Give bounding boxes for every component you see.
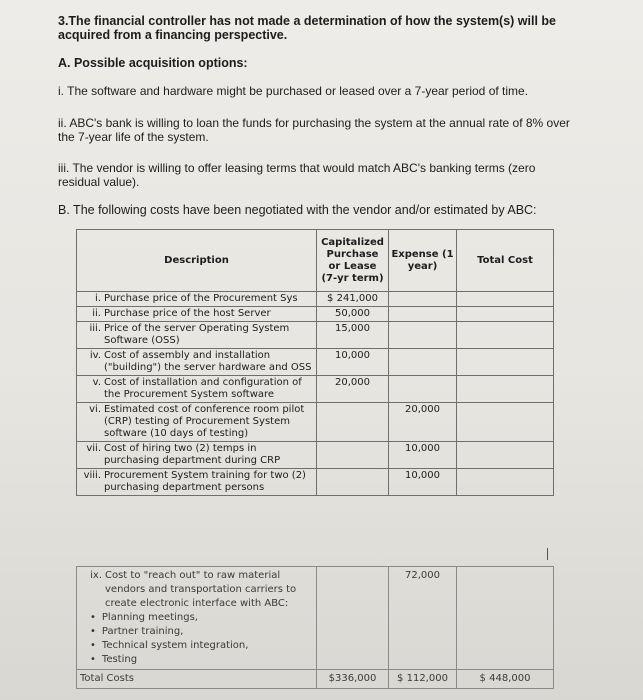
- section-b-heading: B. The following costs have been negotiated with the vendor and/or estimated by ABC:: [58, 203, 537, 217]
- row-expense: 10,000: [389, 442, 457, 469]
- row-description: Purchase price of the Procurement Sys: [104, 293, 298, 304]
- question-text: 3.The financial controller has not made a determination of how the system(s) will be acquired from a financing perspective.: [58, 14, 557, 42]
- table-row: [77, 307, 554, 322]
- row-description: Cost of assembly and installation ("building") the server hardware and OSS: [104, 350, 312, 373]
- row-number: vi.: [89, 404, 101, 415]
- row-expense: [389, 349, 457, 376]
- row-total: [457, 322, 554, 349]
- row-description: Cost of installation and configuration of the Procurement System software: [104, 377, 302, 400]
- totals-label: Total Costs: [77, 670, 317, 689]
- row-description: Cost of hiring two (2) temps in purchasing department during CRP: [104, 443, 281, 466]
- row-bullets: [80, 611, 313, 667]
- list-item: • Testing: [90, 653, 313, 667]
- header-expense: Expense (1 year): [389, 230, 457, 292]
- table-row: [77, 322, 554, 349]
- row-total: [457, 469, 554, 496]
- table-row: [77, 376, 554, 403]
- list-item: • Technical system integration,: [90, 639, 313, 653]
- header-total: Total Cost: [457, 230, 554, 292]
- row-number: vii.: [86, 443, 101, 454]
- table-header-row: [77, 230, 554, 292]
- row-expense: 20,000: [389, 403, 457, 442]
- table-row: [77, 567, 554, 670]
- row-description: Procurement System training for two (2) purchasing department persons: [104, 470, 306, 493]
- row-expense: 72,000: [389, 567, 457, 670]
- row-number: iv.: [89, 350, 101, 361]
- option-2: ii. ABC's bank is willing to loan the funds for purchasing the system at the annual rate of 8% over the 7-year life of the system.: [58, 116, 570, 144]
- cost-table-continued: [76, 566, 554, 689]
- row-number: i.: [95, 293, 101, 304]
- row-expense: 10,000: [389, 469, 457, 496]
- table-row: [77, 442, 554, 469]
- row-capitalized: 10,000: [317, 349, 389, 376]
- row-description: Estimated cost of conference room pilot (CRP) testing of Procurement System software (10 days of testing): [104, 404, 305, 439]
- header-description: Description: [77, 230, 317, 292]
- row-number: v.: [92, 377, 101, 388]
- row-total: [457, 349, 554, 376]
- row-capitalized: [317, 403, 389, 442]
- row-number: iii.: [89, 323, 101, 334]
- row-expense: [389, 307, 457, 322]
- table-row: [77, 349, 554, 376]
- row-total: [457, 442, 554, 469]
- row-expense: [389, 376, 457, 403]
- row-capitalized: 20,000: [317, 376, 389, 403]
- section-a-heading: A. Possible acquisition options:: [58, 56, 248, 70]
- cursor-mark: [547, 548, 548, 560]
- row-number: ii.: [92, 308, 101, 319]
- row-expense: [389, 292, 457, 307]
- option-1: i. The software and hardware might be purchased or leased over a 7-year period of time.: [58, 84, 529, 98]
- table-row: [77, 469, 554, 496]
- totals-capitalized: $336,000: [317, 670, 389, 689]
- row-number: viii.: [83, 470, 101, 481]
- row-capitalized: $ 241,000: [317, 292, 389, 307]
- row-description: Price of the server Operating System Software (OSS): [104, 323, 290, 346]
- row-total: [457, 376, 554, 403]
- list-item: • Partner training,: [90, 625, 313, 639]
- row-number: ix.: [90, 570, 102, 581]
- row-description: Cost to "reach out" to raw material vendors and transportation carriers to create electronic interface with ABC:: [105, 570, 297, 609]
- totals-expense: $ 112,000: [389, 670, 457, 689]
- totals-row: [77, 670, 554, 689]
- row-capitalized: [317, 469, 389, 496]
- row-capitalized: [317, 442, 389, 469]
- cost-table: [76, 229, 554, 496]
- row-description: Purchase price of the host Server: [104, 308, 271, 319]
- row-total: [457, 403, 554, 442]
- totals-total: $ 448,000: [457, 670, 554, 689]
- row-capitalized: 15,000: [317, 322, 389, 349]
- row-capitalized: 50,000: [317, 307, 389, 322]
- row-total: [457, 307, 554, 322]
- row-expense: [389, 322, 457, 349]
- header-capitalized: Capitalized Purchase or Lease (7-yr term): [317, 230, 389, 292]
- row-total: [457, 292, 554, 307]
- table-row: [77, 292, 554, 307]
- option-3: iii. The vendor is willing to offer leasing terms that would match ABC's banking terms (zero residual value).: [58, 161, 536, 189]
- table-row: [77, 403, 554, 442]
- list-item: • Planning meetings,: [90, 611, 313, 625]
